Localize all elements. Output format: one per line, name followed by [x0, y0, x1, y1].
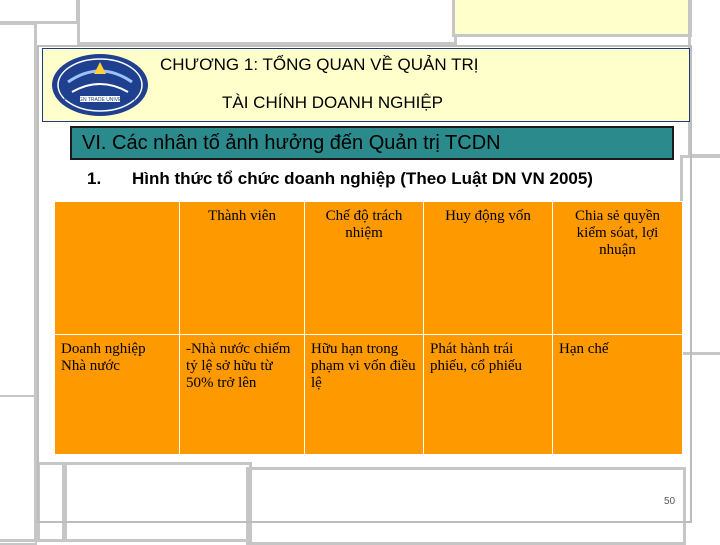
decor-frame: [77, 0, 457, 45]
table-cell: Doanh nghiệp Nhà nước: [55, 335, 180, 455]
table-header-row: [55, 202, 683, 335]
section-title: VI. Các nhân tố ảnh hưởng đến Quản trị TCDN: [82, 132, 501, 154]
table-cell: -Nhà nước chiếm tỷ lệ sở hữu từ 50% trở lên: [180, 335, 305, 455]
slide-title-line2: TÀI CHÍNH DOANH NGHIỆP: [222, 93, 444, 112]
organization-table: [54, 201, 683, 455]
decor-frame: [452, 0, 692, 37]
table-header-cell: Thành viên: [180, 202, 305, 335]
subheading-text: Hình thức tổ chức doanh nghiệp (Theo Luật DN VN 2005): [132, 169, 593, 188]
table-header-cell: [55, 202, 180, 335]
table-header-cell: Huy động vốn: [424, 202, 553, 335]
university-logo: [50, 52, 150, 118]
table-header-cell: Chia sẻ quyền kiểm sóat, lợi nhuận: [553, 202, 683, 335]
logo-text: FOREIGN TRADE UNIVERSITY: [63, 97, 137, 103]
table-cell: Hữu hạn trong phạm vi vốn điều lệ: [305, 335, 424, 455]
decor-frame: [0, 395, 37, 545]
table-header-cell: Chế độ trách nhiệm: [305, 202, 424, 335]
table-cell: Phát hành trái phiếu, cổ phiếu: [424, 335, 553, 455]
subheading-number: 1.: [87, 169, 102, 188]
slide-title-line1: CHƯƠNG 1: TỔNG QUAN VỀ QUẢN TRỊ: [160, 55, 479, 74]
decor-frame: [0, 0, 79, 24]
table-row: [55, 335, 683, 455]
page-number: 50: [664, 496, 676, 507]
decor-frame: [688, 0, 720, 157]
section-title-bar: [70, 126, 674, 160]
table-cell: Hạn chế: [553, 335, 683, 455]
